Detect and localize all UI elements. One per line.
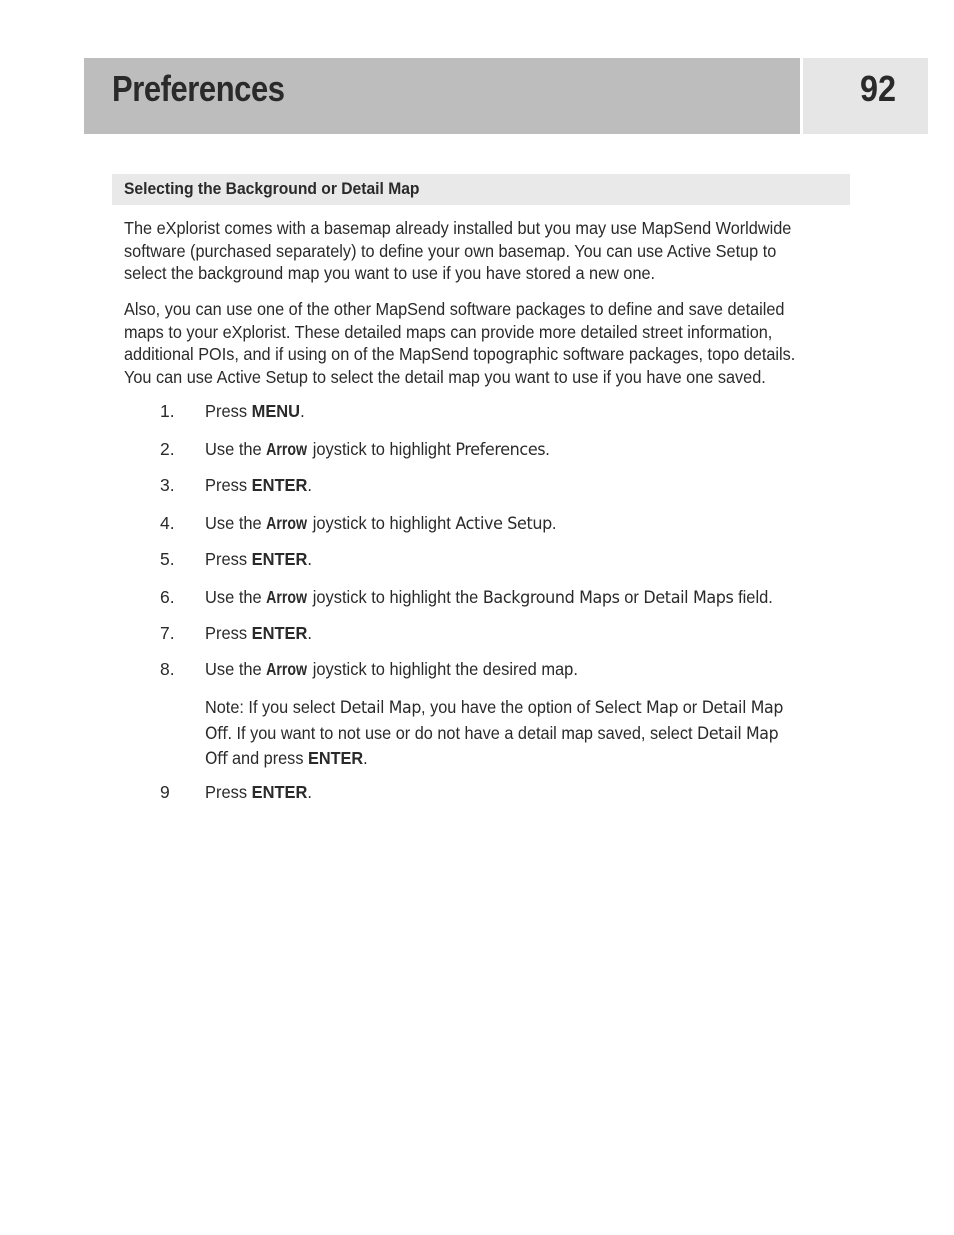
paragraph-line: select the background map you want to use if you have stored a new one.: [124, 263, 656, 283]
step-item: [0, 513, 954, 539]
step-8-note: [205, 695, 905, 772]
key-name: Arrow: [266, 513, 308, 533]
page-number-box: [803, 58, 928, 134]
step-text: [205, 401, 305, 422]
step-item: [0, 549, 954, 575]
ui-term: Select Map: [594, 698, 679, 718]
section-heading-bar: [112, 174, 850, 205]
step-item: [0, 439, 954, 465]
step-number: 5.: [160, 549, 175, 569]
text-run: joystick to highlight: [308, 513, 456, 533]
step-text: [205, 513, 556, 534]
step-number: 3.: [160, 475, 175, 495]
step-number: 8.: [160, 659, 175, 679]
paragraph-2: [124, 298, 914, 388]
note-line: [205, 721, 856, 747]
ui-term: Detail Map: [701, 698, 783, 718]
ui-term: Detail Maps: [643, 588, 734, 608]
header-bar: [84, 58, 800, 134]
text-run: .: [363, 748, 368, 768]
text-run: field.: [733, 587, 773, 607]
text-run: joystick to highlight the desired map.: [308, 659, 578, 679]
step-number: 2.: [160, 439, 175, 459]
paragraph-line: You can use Active Setup to select the detail map you want to use if you have one saved.: [124, 366, 766, 387]
step-text: [205, 439, 550, 460]
text-run: .: [307, 623, 312, 643]
step-number: 4.: [160, 513, 175, 533]
step-text: [205, 623, 312, 644]
step-text: [205, 549, 312, 570]
ui-term: Active Setup: [455, 514, 552, 534]
paragraph-line: maps to your eXplorist. These detailed maps can provide more detailed street information,: [124, 321, 773, 342]
ui-term: Preferences: [455, 440, 546, 460]
text-run: .: [551, 513, 557, 533]
step-item: [0, 782, 954, 808]
ui-term: Detail Map: [339, 698, 422, 718]
key-name: ENTER: [251, 475, 308, 495]
section-title: Selecting the Background or Detail Map: [124, 179, 420, 198]
key-name: MENU: [251, 401, 301, 421]
text-run: Use the: [205, 587, 267, 607]
text-run: and press: [227, 748, 308, 768]
text-run: joystick to highlight: [308, 439, 456, 459]
paragraph-line: software (purchased separately) to define your own basemap. You can use Active Setup to: [124, 240, 777, 261]
page-number: 92: [859, 68, 896, 109]
step-number: 1.: [160, 401, 175, 421]
text-run: Use the: [205, 659, 267, 679]
text-run: .: [307, 475, 312, 495]
text-run: Note: If you select: [205, 697, 340, 717]
text-run: Use the: [205, 513, 267, 533]
step-number: 9: [160, 782, 170, 802]
step-text: [205, 587, 773, 608]
step-text: [205, 475, 312, 496]
text-run: Press: [205, 475, 252, 495]
note-line: [205, 746, 856, 772]
step-number: 6.: [160, 587, 175, 607]
text-run: or: [619, 587, 644, 607]
page-title: Preferences: [112, 68, 285, 109]
paragraph-1: [124, 217, 914, 285]
text-run: or: [678, 697, 702, 717]
step-item: [0, 659, 954, 685]
ui-term: Off: [205, 723, 228, 744]
step-number: 7.: [160, 623, 175, 643]
ui-term: Background Maps: [482, 588, 620, 608]
key-name: Arrow: [266, 659, 308, 679]
text-run: .: [545, 439, 550, 459]
paragraph-line: Also, you can use one of the other MapSend software packages to define and save detailed: [124, 299, 785, 319]
step-text: [205, 782, 312, 803]
paragraph-line: The eXplorist comes with a basemap already installed but you may use MapSend Worldwide: [124, 218, 792, 238]
key-name: Arrow: [266, 439, 308, 459]
step-item: [0, 475, 954, 501]
text-run: joystick to highlight the: [308, 587, 483, 607]
key-name: ENTER: [251, 623, 308, 643]
text-run: Press: [205, 401, 252, 421]
text-run: Press: [205, 623, 252, 643]
note-line: [205, 695, 856, 721]
key-name: ENTER: [307, 748, 364, 768]
step-item: [0, 401, 954, 427]
paragraph-line: additional POIs, and if using on of the MapSend topographic software packages, topo details.: [124, 344, 796, 364]
key-name: Arrow: [266, 587, 308, 607]
key-name: ENTER: [251, 782, 308, 802]
text-run: Use the: [205, 439, 267, 459]
text-run: .: [307, 549, 312, 569]
step-text: [205, 659, 578, 680]
text-run: , you have the option of: [421, 697, 595, 717]
text-run: Press: [205, 782, 252, 802]
ui-term: Detail Map: [697, 723, 779, 744]
key-name: ENTER: [251, 549, 308, 569]
text-run: .: [307, 782, 312, 802]
text-run: .: [300, 401, 305, 421]
step-item: [0, 623, 954, 649]
step-item: [0, 587, 954, 613]
ui-term: Off: [205, 749, 228, 769]
text-run: Press: [205, 549, 252, 569]
text-run: . If you want to not use or do not have a detail map saved, select: [227, 722, 698, 743]
